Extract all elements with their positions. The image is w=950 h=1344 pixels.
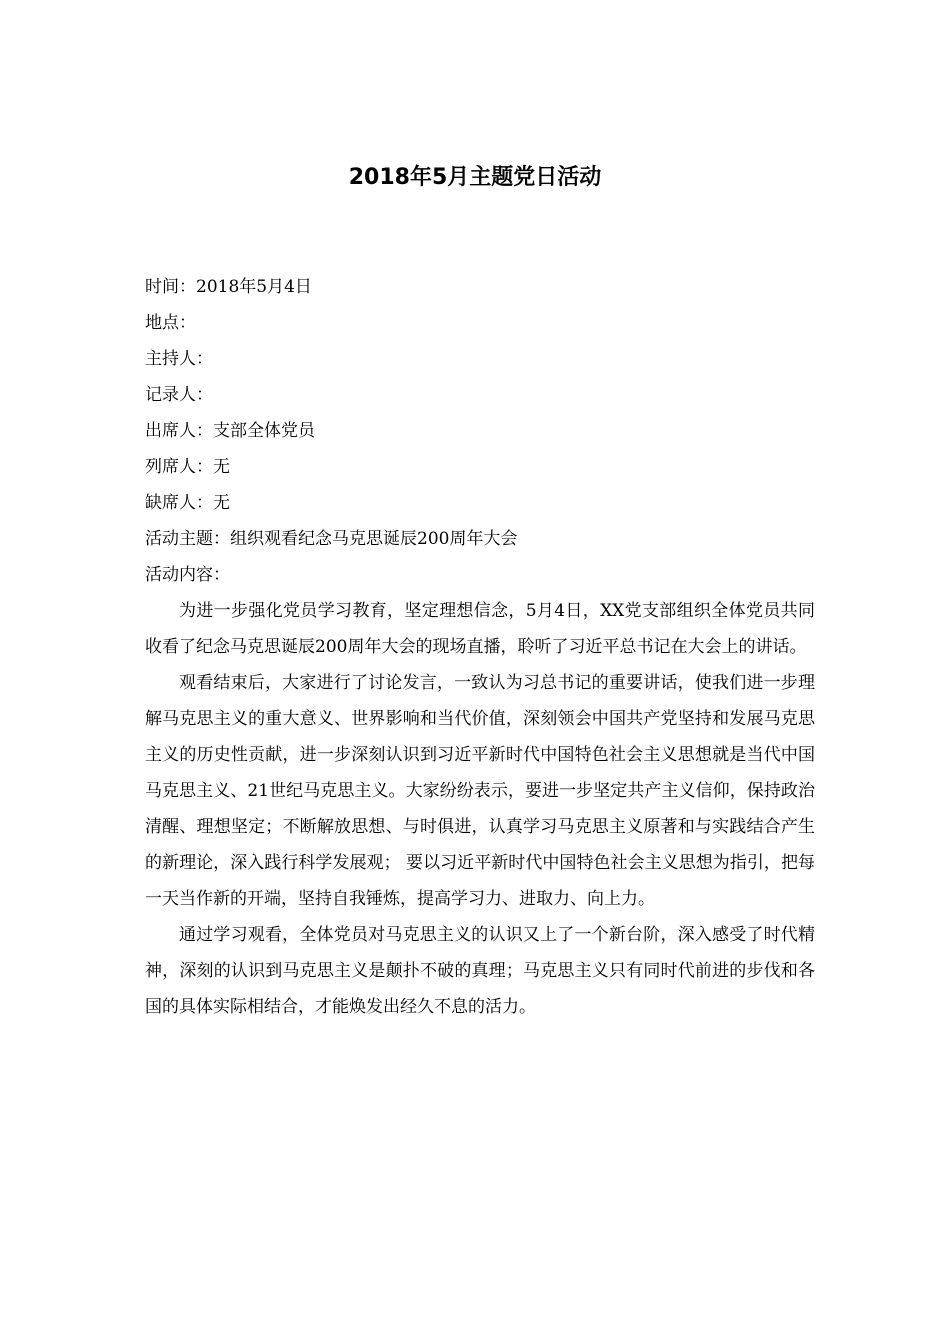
field-label: 记录人： bbox=[145, 385, 213, 405]
field-location bbox=[145, 305, 815, 341]
field-value: 无 bbox=[213, 457, 230, 477]
field-label: 活动主题： bbox=[145, 529, 230, 549]
field-value: 组织观看纪念马克思诞辰200周年大会 bbox=[230, 529, 518, 549]
field-value: 无 bbox=[213, 493, 230, 513]
field-host bbox=[145, 341, 815, 377]
field-absentees bbox=[145, 485, 815, 521]
document-title: 2018年5月主题党日活动 bbox=[348, 165, 602, 190]
field-label: 缺席人： bbox=[145, 493, 213, 513]
field-theme bbox=[145, 521, 815, 557]
field-recorder bbox=[145, 377, 815, 413]
field-label: 地点： bbox=[145, 313, 196, 333]
field-time bbox=[145, 269, 815, 305]
field-content bbox=[145, 557, 815, 593]
content-paragraph-3: 通过学习观看，全体党员对马克思主义的认识又上了一个新台阶，深入感受了时代精神，深刻的认识到马克思主义是颠扑不破的真理；马克思主义只有同时代前进的步伐和各国的具体实际相结合，才能焕发出经久不息的活力。 bbox=[145, 925, 815, 1017]
field-value: 2018年5月4日 bbox=[196, 277, 312, 297]
field-label: 出席人： bbox=[145, 421, 213, 441]
field-label: 列席人： bbox=[145, 457, 213, 477]
field-value: 支部全体党员 bbox=[213, 421, 315, 441]
content-paragraph-1: 为进一步强化党员学习教育，坚定理想信念，5月4日，XX党支部组织全体党员共同收看了纪念马克思诞辰200周年大会的现场直播，聆听了习近平总书记在大会上的讲话。 bbox=[145, 601, 815, 657]
field-attendees bbox=[145, 413, 815, 449]
field-label: 活动内容： bbox=[145, 565, 230, 585]
content-paragraph-2: 观看结束后，大家进行了讨论发言，一致认为习总书记的重要讲话，使我们进一步理解马克思主义的重大意义、世界影响和当代价值，深刻领会中国共产党坚持和发展马克思主义的历史性贡献，进一步深刻认识到习近平新时代中国特色社会主义思想就是当代中国马克思主义、21世纪马克思主义。大家纷纷表示，要进一步坚定共产主义信仰，保持政治清醒、理想坚定；不断解放思想、与时俱进，认真学习马克思主义原著和与实践结合产生的新理论，深入践行科学发展观； 要以习近平新时代中国特色社会主义思想为指引，把每一天当作新的开端，坚持自我锤炼，提高学习力、进取力、向上力。 bbox=[145, 673, 815, 909]
field-observers bbox=[145, 449, 815, 485]
field-label: 时间： bbox=[145, 277, 196, 297]
document-body bbox=[145, 269, 815, 1025]
field-label: 主持人： bbox=[145, 349, 213, 369]
